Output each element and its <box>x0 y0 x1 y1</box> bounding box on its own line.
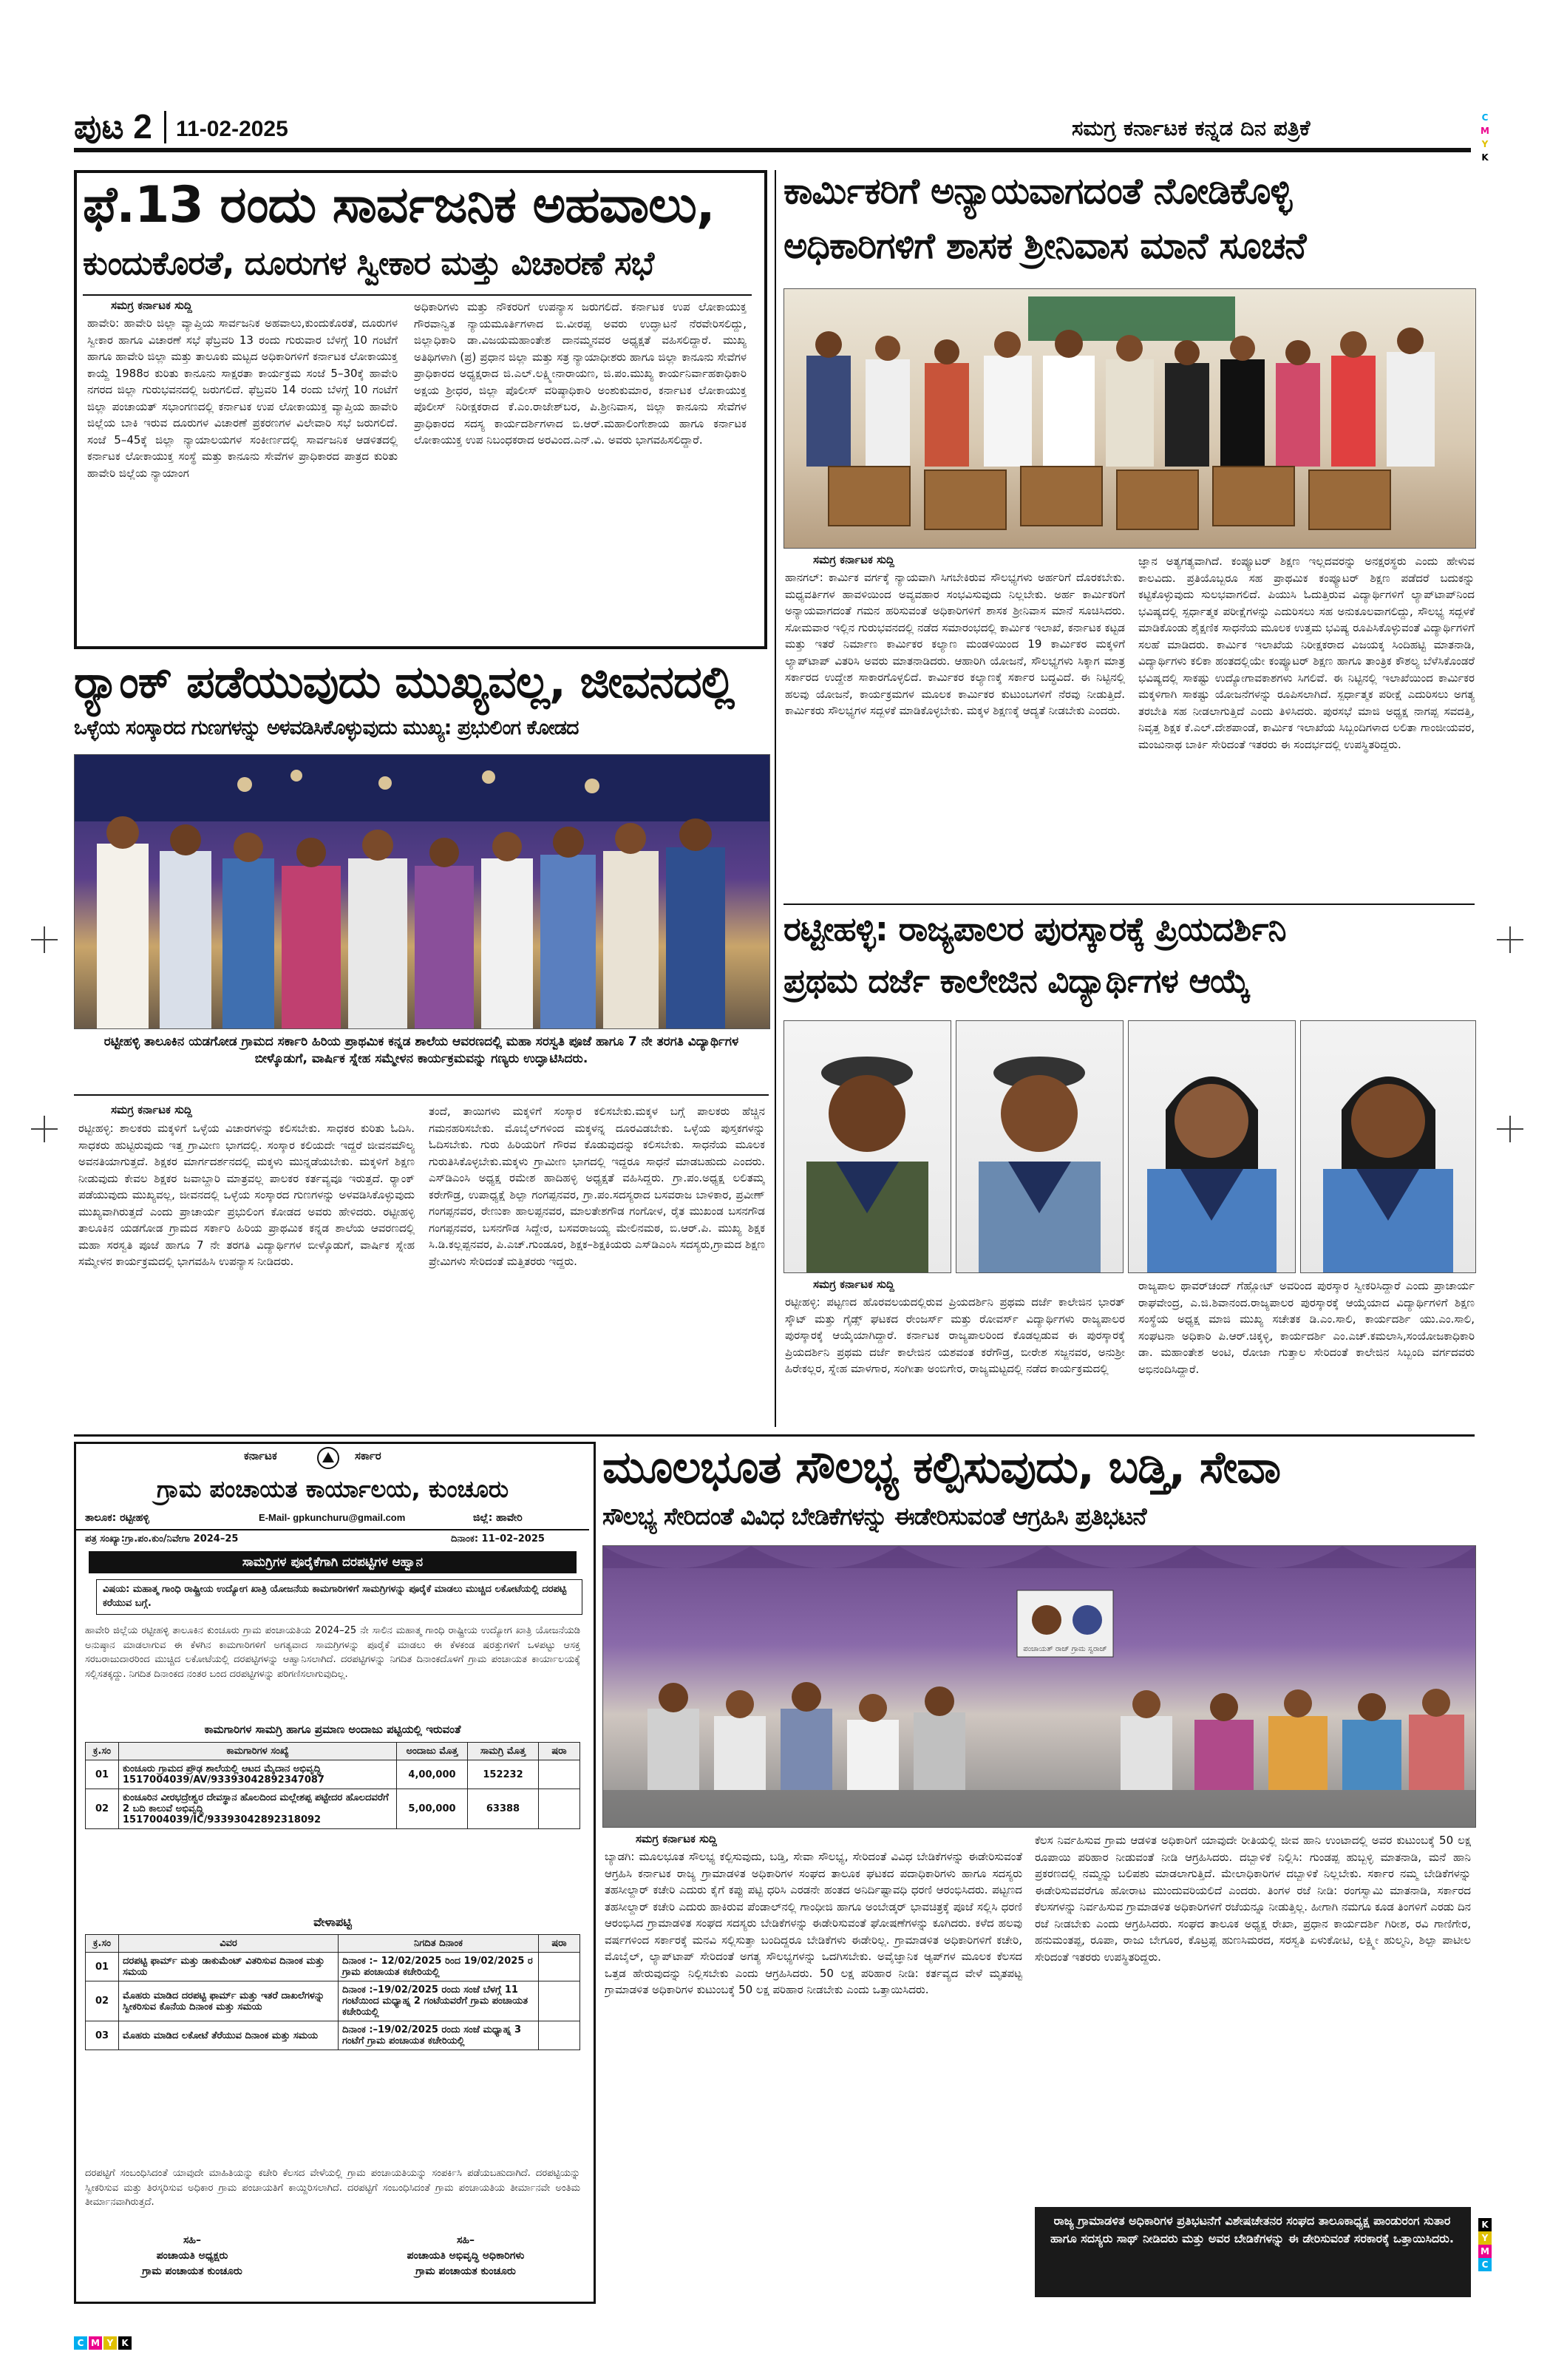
table1-cell <box>539 1789 580 1829</box>
page-number: ಪುಟ 2 <box>74 107 152 146</box>
notice-table2-title: ವೇಳಾಪಟ್ಟಿ <box>313 1915 352 1929</box>
student-photo-3 <box>1128 1020 1296 1273</box>
table2-cell: ದರಪಟ್ಟಿ ಫಾರ್ಮ್ ಮತ್ತು ಡಾಕುಮೆಂಟ್ ವಿತರಿಸುವ ದಿನಾಂಕ ಮತ್ತು ಸಮಯ <box>119 1953 339 1981</box>
story2-col1: ರಟ್ಟೀಹಳ್ಳಿ: ಶಾಲಕರು ಮಕ್ಕಳಿಗೆ ಒಳ್ಳೆಯ ವಿಚಾರಗಳನ್ನು ಕಲಿಸಬೇಕು. ಸಾಧಕರ ಕುರಿತು ಓದಿಸಿ. ಸಾಧಕರು ಹುಟ್ಟಿರುವುದು ಇತ್ತ ಗ್ರಾಮೀಣ ಭಾಗದಲ್ಲಿ. ಸಂಸ್ಕಾರ ಕಲಿಯದೇ ಇದ್ದರೆ ಜೀವನಮೌಲ್ಯ ಅವನತಿಯಾಗುತ್ತದೆ. ಶಿಕ್ಷಕರ ಮಾರ್ಗದರ್ಶನದಲ್ಲಿ ಮಕ್ಕಳು ಮುನ್ನಡೆಯಬೇಕು. ಮಕ್ಕಳಿಗೆ ಶಿಕ್ಷಣ ನೀಡುವುದು ಕೇವಲ ಶಿಕ್ಷಕರ ಜವಾಬ್ದಾರಿ ಮಾತ್ರವಲ್ಲ ಪಾಲಕರ ಕರ್ತವ್ಯವೂ ಇರುತ್ತದೆ. ರ್‍ಯಾಂಕ್ ಪಡೆಯುವುದು ಮುಖ್ಯವಲ್ಲ, ಜೀವನದಲ್ಲಿ ಒಳ್ಳೆಯ ಸಂಸ್ಕಾರದ ಗುಣಗಳನ್ನು ಅಳವಡಿಸಿಕೊಳ್ಳುವುದು ಮುಖ್ಯವಾಗಿರುತ್ತದೆ ಎಂದು ಪ್ರಾಚಾರ್ಯ ಪ್ರಭುಲಿಂಗ ಕೋಡದ ಅವರು ಹೇಳಿದರು. ರಟ್ಟೀಹಳ್ಳಿ ತಾಲೂಕಿನ ಯಡಗೋಡ ಗ್ರಾಮದ ಸರ್ಕಾರಿ ಹಿರಿಯ ಪ್ರಾಥಮಿಕ ಕನ್ನಡ ಶಾಲೆಯ ಆವರಣದಲ್ಲಿ ಮಹಾ ಸರಸ್ವತಿ ಪೂಜೆ ಹಾಗೂ 7 ನೇ ತರಗತಿ ವಿದ್ಯಾರ್ಥಿಗಳ ಬೀಳ್ಕೊಡುಗೆ, ವಾರ್ಷಿಕ ಸ್ನೇಹ ಸಮ್ಮೇಳನ ಕಾರ್ಯಕ್ರಮದಲ್ಲಿ ಭಾಗವಹಿಸಿ ಉಪನ್ಯಾಸ ನೀಡಿದರು. <box>78 1122 415 1268</box>
table1-col-estimate: ಅಂದಾಜು ಮೊತ್ತ <box>397 1743 468 1760</box>
table-row <box>86 1953 580 1981</box>
table1-col-sl: ಕ್ರ.ಸಂ <box>86 1743 119 1760</box>
table1-cell: ಕುಂಚೂರು ಗ್ರಾಮದ ಪ್ರೌಢ ಶಾಲೆಯಲ್ಲಿ ಆಟದ ಮೈದಾನ ಅಭಿವೃದ್ಧಿ 1517004039/AV/93393042892347087 <box>119 1760 397 1789</box>
notice-footer-text: ದರಪಟ್ಟಿಗೆ ಸಂಬಂಧಿಸಿದಂತೆ ಯಾವುದೇ ಮಾಹಿತಿಯನ್ನು ಕಚೇರಿ ಕೆಲಸದ ವೇಳೆಯಲ್ಲಿ ಗ್ರಾಮ ಪಂಚಾಯತಿಯನ್ನು ಸಂಪರ್ಕಿಸಿ ಪಡೆಯಬಹುದಾಗಿದೆ. ದರಪಟ್ಟಿಯನ್ನು ಸ್ವೀಕರಿಸುವ ಮತ್ತು ತಿರಸ್ಕರಿಸುವ ಅಧಿಕಾರ ಗ್ರಾಮ ಪಂಚಾಯತಿಗೆ ಕಾಯ್ದಿರಿಸಲಾಗಿದೆ. ದರಪಟ್ಟಿಗೆ ಸಂಬಂಧಿಸಿದಂತೆ ಗ್ರಾಮ ಪಂಚಾಯತಿಯ ತೀರ್ಮಾನವೇ ಅಂತಿಮ ತೀರ್ಮಾನವಾಗಿರುತ್ತದೆ. <box>85 2168 580 2208</box>
table-row <box>86 1981 580 2021</box>
table1-cell: 152232 <box>468 1760 539 1789</box>
notice-signature-left <box>96 2233 288 2279</box>
table1-col-material: ಸಾಮಗ್ರಿ ಮೊತ್ತ <box>468 1743 539 1760</box>
story5-headline: ಮೂಲಭೂತ ಸೌಲಭ್ಯ ಕಲ್ಪಿಸುವುದು, ಬಡ್ತಿ, ಸೇವಾ <box>602 1442 1281 1494</box>
masthead-rule <box>74 148 1471 152</box>
table2-cell: ದಿನಾಂಕ :–19/02/2025 ರಂದು ಸಂಜೆ ಬೆಳಗ್ಗೆ 11 ಗಂಟೆಯಿಂದ ಮಧ್ಯಾಹ್ನ 2 ಗಂಟೆಯವರೆಗೆ ಗ್ರಾಮ ಪಂಚಾಯತ ಕಚೇರಿಯಲ್ಲಿ <box>339 1981 539 2021</box>
sig-left-office: ಗ್ರಾಮ ಪಂಚಾಯತ ಕುಂಚೂರು <box>142 2265 242 2277</box>
notice-table1 <box>85 1742 580 1829</box>
table1-cell: 01 <box>86 1760 119 1789</box>
table1-col-remarks: ಷರಾ <box>539 1743 580 1760</box>
table1-cell: ಕುಂಚೂರಿನ ವೀರಭದ್ರೇಶ್ವರ ದೇವಸ್ಥಾನ ಹೊಲದಿಂದ ಮಲ್ಲೇಶಪ್ಪ ಪಟ್ಟೇದರ ಹೊಲದವರೆಗೆ 2 ಬದಿ ಕಾಲುವೆ ಅಭಿವೃದ್ಧಿ 1517004039/IC/93393042892318092 <box>119 1789 397 1829</box>
table2-col-remarks: ಷರಾ <box>539 1935 580 1953</box>
table1-cell <box>539 1760 580 1789</box>
story2-caption-rule <box>74 1094 769 1096</box>
story5-photo-figures <box>603 1546 1475 1827</box>
notice-office-title: ಗ್ರಾಮ ಪಂಚಾಯತ ಕಾರ್ಯಾಲಯ, ಕುಂಚೂರು <box>156 1475 509 1503</box>
story2-headline: ರ್‍ಯಾಂಕ್ ಪಡೆಯುವುದು ಮುಖ್ಯವಲ್ಲ, ಜೀವನದಲ್ಲಿ <box>74 657 735 708</box>
table1-col-work: ಕಾಮಗಾರಿಗಳ ಸಂಖ್ಯೆ <box>119 1743 397 1760</box>
table2-cell: ದಿನಾಂಕ :– 12/02/2025 ರಿಂದ 19/02/2025 ರ ಗ್ರಾಮ ಪಂಚಾಯತ ಕಚೇರಿಯಲ್ಲಿ <box>339 1953 539 1981</box>
story3-bottom-rule <box>784 903 1475 905</box>
student-photo-4 <box>1300 1020 1476 1273</box>
newspaper-name: ಸಮಗ್ರ ಕರ್ನಾಟಕ ಕನ್ನಡ ದಿನ ಪತ್ರಿಕೆ <box>1072 115 1311 140</box>
story4-byline: ಸಮಗ್ರ ಕರ್ನಾಟಕ ಸುದ್ದಿ <box>813 1278 894 1291</box>
story4-col1: ರಟ್ಟೀಹಳ್ಳಿ: ಪಟ್ಟಣದ ಹೊರವಲಯದಲ್ಲಿರುವ ಪ್ರಿಯದರ್ಶಿನಿ ಪ್ರಥಮ ದರ್ಜೆ ಕಾಲೇಜಿನ ಭಾರತ್ ಸ್ಕೌಟ್ ಮತ್ತು ಗೈಡ್ಸ್ ಘಟಕದ ರೇಂಜರ್ಸ್ ಮತ್ತು ರೋವರ್ಸ್ ವಿದ್ಯಾರ್ಥಿಗಳು ರಾಜ್ಯಪಾಲರ ಪುರಸ್ಕಾರಕ್ಕೆ ಆಯ್ಕೆಯಾಗಿದ್ದಾರೆ. ಕರ್ನಾಟಕ ರಾಜ್ಯಪಾಲರಿಂದ ಕೊಡಲ್ಪಡುವ ಈ ಪುರಸ್ಕಾರಕ್ಕೆ ಪ್ರಿಯದರ್ಶಿನಿ ಪ್ರಥಮ ದರ್ಜೆ ಕಾಲೇಜಿನ ಯಶವಂತ ಕರೆಗೌಡ್ರ, ಬೀರೇಶ ಸಜ್ಜನವರ, ಅನುಶ್ರೀ ಹಿರೇಕಲ್ಲರ, ಸ್ನೇಹ ಮಾಳಗಾರ, ಸಂಗೀತಾ ಅಂಬಿಗೇರ, ರಾಜ್ಯಮಟ್ಟದಲ್ಲಿ ನಡೆದ ಕಾರ್ಯಕ್ರಮದಲ್ಲಿ <box>785 1295 1125 1375</box>
sig-right-office: ಗ್ರಾಮ ಪಂಚಾಯತ ಕುಂಚೂರು <box>415 2265 516 2277</box>
story3-headline-line2: ಅಧಿಕಾರಿಗಳಿಗೆ ಶಾಸಕ ಶ್ರೀನಿವಾಸ ಮಾನೆ ಸೂಚನೆ <box>784 225 1306 267</box>
masthead-divider <box>164 111 166 143</box>
student-photo-2 <box>956 1020 1124 1273</box>
story1-col2: ಅಧಿಕಾರಿಗಳು ಮತ್ತು ನೌಕರರಿಗೆ ಉಪನ್ಯಾಸ ಜರುಗಲಿದೆ. ಕರ್ನಾಟಕ ಉಪ ಲೋಕಾಯುಕ್ತ ಗೌರವಾನ್ವಿತ ನ್ಯಾಯಮೂರ್ತಿಗಳಾದ ಬಿ.ವೀರಪ್ಪ ಅವರು ಉದ್ಘಾಟನೆ ನೆರವೇರಿಸಲಿದ್ದು, ಜಿಲ್ಲಾಧಿಕಾರಿ ಡಾ.ವಿಜಯಮಹಾಂತೇಶ ದಾನಮ್ಮನವರ ಅಧ್ಯಕ್ಷತೆ ವಹಿಸಲಿದ್ದಾರೆ. ಮುಖ್ಯ ಅತಿಥಿಗಳಾಗಿ (ಪ್ರ) ಪ್ರಧಾನ ಜಿಲ್ಲಾ ಮತ್ತು ಸತ್ರ ನ್ಯಾಯಾಧೀಶರು ಹಾಗೂ ಜಿಲ್ಲಾ ಕಾನೂನು ಸೇವೆಗಳ ಪ್ರಾಧಿಕಾರದ ಅಧ್ಯಕ್ಷರಾದ ಜಿ.ಎಲ್.ಲಕ್ಷ್ಮೀನಾರಾಯಣ, ಜಿ.ಪಂ.ಮುಖ್ಯ ಕಾರ್ಯನಿರ್ವಾಹಕಾಧಿಕಾರಿ ಅಕ್ಷಯ ಶ್ರೀಧರ, ಜಿಲ್ಲಾ ಪೊಲೀಸ್ ವರಿಷ್ಠಾಧಿಕಾರಿ ಅಂಶುಕುಮಾರ, ಕರ್ನಾಟಕ ಲೋಕಾಯುಕ್ತ ಪೊಲೀಸ್ ನಿರೀಕ್ಷಕರಾದ ಕೆ.ಎಂ.ರಾಜೇಶ್‌ಬರ, ಪಿ.ಶ್ರೀನಿವಾಸ, ಜಿಲ್ಲಾ ಕಾನೂನು ಸೇವೆಗಳ ಪ್ರಾಧಿಕಾರದ ಸದಸ್ಯ ಕಾರ್ಯದರ್ಶಿಗಳಾದ ಬಿ.ಆರ್.ಮಹಾಲಿಂಗೇಶಾಯ ಹಾಗೂ ಕರ್ನಾಟಕ ಲೋಕಾಯುಕ್ತ ಉಪ ನಿಬಂಧಕರಾದ ಅರವಿಂದ.ಎನ್.ವಿ. ಅವರು ಭಾಗವಹಿಸಲಿದ್ದಾರೆ. <box>414 300 747 447</box>
color-bar-right-bottom: K Y M C <box>1478 2218 1492 2271</box>
table2-cell: 01 <box>86 1953 119 1981</box>
registration-mark-right <box>1497 926 1523 953</box>
table1-cell: 4,00,000 <box>397 1760 468 1789</box>
portrait-banner: ಪಂಚಾಯತ್ ರಾಜ್ ಗ್ರಾಮ ಸ್ವರಾಜ್ <box>1023 1645 1107 1653</box>
notice-ref-date: ದಿನಾಂಕ: 11–02–2025 <box>451 1533 545 1545</box>
table2-cell <box>539 2021 580 2050</box>
story3-photo-figures <box>784 289 1475 548</box>
story2-caption: ರಟ್ಟೀಹಳ್ಳಿ ತಾಲೂಕಿನ ಯಡಗೋಡ ಗ್ರಾಮದ ಸರ್ಕಾರಿ ಹಿರಿಯ ಪ್ರಾಥಮಿಕ ಕನ್ನಡ ಶಾಲೆಯ ಆವರಣದಲ್ಲಿ ಮಹಾ ಸರಸ್ವತಿ ಪೂಜೆ ಹಾಗೂ 7 ನೇ ತರಗತಿ ವಿದ್ಯಾರ್ಥಿಗಳ ಬೀಳ್ಕೊಡುಗೆ, ವಾರ್ಷಿಕ ಸ್ನೇಹ ಸಮ್ಮೇಳನ ಕಾರ್ಯಕ್ರಮವನ್ನು ಗಣ್ಯರು ಉದ್ಘಾಟಿಸಿದರು. <box>103 1034 739 1066</box>
column-divider <box>775 170 776 1427</box>
story1-subhead: ಕುಂದುಕೊರತೆ, ದೂರುಗಳ ಸ್ವೀಕಾರ ಮತ್ತು ವಿಚಾರಣೆ ಸಭೆ <box>83 245 654 282</box>
table-row <box>86 1760 580 1789</box>
notice-email[interactable]: E-Mail- gpkunchuru@gmail.com <box>259 1512 406 1523</box>
registration-mark-right-low <box>1497 1116 1523 1142</box>
table2-cell <box>539 1953 580 1981</box>
table2-cell: ದಿನಾಂಕ :–19/02/2025 ರಂದು ಸಂಜೆ ಮಧ್ಯಾಹ್ನ 3 ಗಂಟೆಗೆ ಗ್ರಾಮ ಪಂಚಾಯತ ಕಚೇರಿಯಲ್ಲಿ <box>339 2021 539 2050</box>
story3-photo <box>784 288 1476 549</box>
registration-mark-left-low <box>31 1116 58 1142</box>
story3-col1: ಹಾನಗಲ್: ಕಾರ್ಮಿಕ ವರ್ಗಕ್ಕೆ ನ್ಯಾಯವಾಗಿ ಸಿಗಬೇಕಿರುವ ಸೌಲಭ್ಯಗಳು ಅರ್ಹರಿಗೆ ದೊರಕಬೇಕು. ಮಧ್ಯವರ್ತಿಗಳ ಹಾವಳಿಯಿಂದ ಅವ್ಯವಹಾರ ಸಂಭವಿಸುವುದು ನಿಲ್ಲಬೇಕು. ಅರ್ಹ ಕಾರ್ಮಿಕರಿಗೆ ಅನ್ಯಾಯವಾಗದಂತೆ ಗಮನ ಹರಿಸುವಂತೆ ಅಧಿಕಾರಿಗಳಿಗೆ ಶಾಸಕ ಶ್ರೀನಿವಾಸ ಮಾನೆ ಸೂಚಿಸಿದರು. ಸೋಮವಾರ ಇಲ್ಲಿನ ಗುರುಭವನದಲ್ಲಿ ನಡೆದ ಸಮಾರಂಭದಲ್ಲಿ ಕಾರ್ಮಿಕ ಇಲಾಖೆ, ಕರ್ನಾಟಕ ಕಟ್ಟಡ ಮತ್ತು ಇತರೆ ನಿರ್ಮಾಣ ಕಾರ್ಮಿಕರ ಕಲ್ಯಾಣ ಮಂಡಳಿಯಿಂದ 19 ಕಾರ್ಮಿಕರ ಮಕ್ಕಳಿಗೆ ಲ್ಯಾಪ್‌ಟಾಪ್ ವಿತರಿಸಿ ಅವರು ಮಾತನಾಡಿದರು. ಆಹಾರಿಗಿ ಯೋಜನೆ, ಸೌಲಭ್ಯಗಳು ಸಿಕ್ಕಾಗ ಮಾತ್ರ ಸರ್ಕಾರದ ಉದ್ದೇಶ ಸಾಕಾರಗೊಳ್ಳಲಿದೆ. ಕಾರ್ಮಿಕರ ಕಲ್ಯಾಣಕ್ಕೆ ಸರ್ಕಾರ ಬದ್ಧವಿದೆ. ಈ ನಿಟ್ಟಿನಲ್ಲಿ ಹಲವು ಯೋಜನೆ, ಕಾರ್ಯಕ್ರಮಗಳ ಮೂಲಕ ಕಾರ್ಮಿಕರ ಕುಟುಂಬಗಳಿಗೆ ನೆರವು ನೀಡುತ್ತಿದೆ. ಕಾರ್ಮಿಕರು ಸೌಲಭ್ಯಗಳ ಸದ್ಬಳಕೆ ಮಾಡಿಕೊಳ್ಳಬೇಕು. ಮಕ್ಕಳ ಶಿಕ್ಷಣಕ್ಕೆ ಆದ್ಯತೆ ನೀಡಬೇಕು ಎಂದರು. <box>785 571 1125 717</box>
notice-emblem <box>316 1446 340 1470</box>
story5-highlight-text: ರಾಜ್ಯ ಗ್ರಾಮಾಡಳಿತ ಅಧಿಕಾರಿಗಳ ಪ್ರತಿಭಟನೆಗೆ ವಿಶೇಷಚೇತನರ ಸಂಘದ ತಾಲೂಕಾಧ್ಯಕ್ಷ ಪಾಂಡುರಂಗ ಸುತಾರ ಹಾಗೂ ಸದಸ್ಯರು ಸಾಥ್ ನೀಡಿದರು ಮತ್ತು ಅವರ ಬೇಡಿಕೆಗಳನ್ನು ಈ ಡೇರಿಸುವಂತೆ ಸರಕಾರಕ್ಕೆ ಒತ್ತಾಯಿಸಿದರು. <box>1050 2214 1454 2245</box>
table2-cell: ಮೊಹರು ಮಾಡಿದ ದರಪಟ್ಟಿ ಫಾರ್ಮ್ ಮತ್ತು ಇತರೆ ದಾಖಲೆಗಳನ್ನು ಸ್ವೀಕರಿಸುವ ಕೊನೆಯ ದಿನಾಂಕ ಮತ್ತು ಸಮಯ <box>119 1981 339 2021</box>
state-emblem-icon <box>316 1446 340 1470</box>
table-row <box>86 1789 580 1829</box>
story2-byline: ಸಮಗ್ರ ಕರ್ನಾಟಕ ಸುದ್ದಿ <box>111 1103 192 1116</box>
story5-col1: ಬ್ಯಾಡಗಿ: ಮೂಲಭೂತ ಸೌಲಭ್ಯ ಕಲ್ಪಿಸುವುದು, ಬಡ್ತಿ, ಸೇವಾ ಸೌಲಭ್ಯ, ಸೇರಿದಂತೆ ವಿವಿಧ ಬೇಡಿಕೆಗಳನ್ನು ಈಡೇರಿಸುವಂತೆ ಆಗ್ರಹಿಸಿ ಕರ್ನಾಟಕ ರಾಜ್ಯ ಗ್ರಾಮಾಡಳಿತ ಅಧಿಕಾರಿಗಳ ಸಂಘದ ತಾಲೂಕ ಘಟಕದ ಪದಾಧಿಕಾರಿಗಳು ಹಾಗೂ ಸದಸ್ಯರು ತಹಸೀಲ್ದಾರ್ ಕಚೇರಿ ಎದುರು ಕೈಗೆ ಕಪ್ಪು ಪಟ್ಟಿ ಧರಿಸಿ ಎರಡನೇ ಹಂತದ ಅನಿರ್ದಿಷ್ಟಾವಧಿ ಧರಣಿ ಆರಂಭಿಸಿದರು. ಪಟ್ಟಣದ ತಹಸೀಲ್ದಾರ್ ಕಚೇರಿ ಎದುರು ಹಾಕಿರುವ ಪೆಂಡಾಲ್‌ನಲ್ಲಿ ಗಾಂಧೀಜಿ ಹಾಗೂ ಅಂಬೇಡ್ಕರ್ ಭಾವಚಿತ್ರಕ್ಕೆ ಪೂಜೆ ಸಲ್ಲಿಸಿ ಧರಣಿ ಆರಂಭಿಸಿದ ಗ್ರಾಮಾಡಳಿತ ಸಂಘದ ಸದಸ್ಯರು ಬೇಡಿಕೆಗಳನ್ನು ಈಡೇರಿಸುವಂತೆ ಘೋಷಣೆಗಳನ್ನು ಕೂಗಿದರು. ಕಳೆದ ಹಲವು ವರ್ಷಗಳಿಂದ ಸರ್ಕಾರಕ್ಕೆ ಮನವಿ ಸಲ್ಲಿಸುತ್ತಾ ಬಂದಿದ್ದರೂ ಬೇಡಿಕೆಗಳು ಈಡೇರಿಲ್ಲ. ಗ್ರಾಮಾಡಳಿತ ಅಧಿಕಾರಿಗಳಿಗೆ ಕಚೇರಿ, ಮೊಬೈಲ್, ಲ್ಯಾಪ್‌ಟಾಪ್ ಸೇರಿದಂತೆ ಅಗತ್ಯ ಸೌಲಭ್ಯಗಳನ್ನು ಒದಗಿಸಬೇಕು. ಅವೈಜ್ಞಾನಿಕ ಆ್ಯಪ್‌ಗಳ ಮೂಲಕ ಕೆಲಸದ ಒತ್ತಡ ಹೇರುವುದನ್ನು ನಿಲ್ಲಿಸಬೇಕು ಎಂದು ಆಗ್ರಹಿಸಿದರು. 50 ಲಕ್ಷ ಪರಿಹಾರ ನೀಡಿ: ಕರ್ತವ್ಯದ ವೇಳೆ ಮೃತಪಟ್ಟ ಗ್ರಾಮಾಡಳಿತ ಅಧಿಕಾರಿಗಳ ಕುಟುಂಬಕ್ಕೆ 50 ಲಕ್ಷ ಪರಿಹಾರ ನೀಡಬೇಕು ಎಂದು ಒತ್ತಾಯಿಸಿದರು. <box>605 1850 1022 1996</box>
table2-col-sl: ಕ್ರ.ಸಂ <box>86 1935 119 1953</box>
table2-col-detail: ವಿವರ <box>119 1935 339 1953</box>
table2-cell <box>539 1981 580 2021</box>
notice-district: ಜಿಲ್ಲೆ: ಹಾವೇರಿ <box>473 1512 523 1524</box>
table1-cell: 5,00,000 <box>397 1789 468 1829</box>
sig-right-sd: ಸಹಿ– <box>456 2234 475 2246</box>
sig-left-sd: ಸಹಿ– <box>183 2234 202 2246</box>
story4-col2: ರಾಜ್ಯಪಾಲ ಥಾವರ್‌ಚಂದ್ ಗೆಹ್ಲೋಟ್ ಅವರಿಂದ ಪುರಸ್ಕಾರ ಸ್ವೀಕರಿಸಿದ್ದಾರೆ ಎಂದು ಪ್ರಾಚಾರ್ಯ ರಾಘವೇಂದ್ರ, ಎ.ಜಿ.ಶಿವಾನಂದ.ರಾಜ್ಯಪಾಲರ ಪುರಸ್ಕಾರಕ್ಕೆ ಆಯ್ಕೆಯಾದ ವಿದ್ಯಾರ್ಥಿಗಳಿಗೆ ಶಿಕ್ಷಣ ಸಂಸ್ಥೆಯ ಅಧ್ಯಕ್ಷ ಮಾಜಿ ಮುಖ್ಯ ಸಚೇತಕ ಡಿ.ಎಂ.ಸಾಲಿ, ಕಾರ್ಯದರ್ಶಿ ಯು.ಎಂ.ಸಾಲಿ, ಸಂಘಟನಾ ಅಧಿಕಾರಿ ಪಿ.ಆರ್.ಚಿಕ್ಕಳ್ಳಿ, ಕಾರ್ಯದರ್ಶಿ ಎಂ.ಎಚ್.ಕಮಲಾಸಿ,ಸಂಯೋಜಕಾಧಿಕಾರಿ ಡಾ. ಮಹಾಂತೇಶ ಅಂಟಿ, ರೋಜಾ ಗುತ್ತಾಲ ಸೇರಿದಂತೆ ಕಾಲೇಜಿನ ಸಿಬ್ಬಂದಿ ವರ್ಗದವರು ಅಭಿನಂದಿಸಿದ್ದಾರೆ. <box>1138 1279 1475 1376</box>
table1-header-row <box>86 1743 580 1760</box>
story2-subhead: ಒಳ್ಳೆಯ ಸಂಸ್ಕಾರದ ಗುಣಗಳನ್ನು ಅಳವಡಿಸಿಕೊಳ್ಳುವುದು ಮುಖ್ಯ: ಪ್ರಭುಲಿಂಗ ಕೋಡದ <box>74 716 579 739</box>
story5-col2: ಕೆಲಸ ನಿರ್ವಹಿಸುವ ಗ್ರಾಮ ಆಡಳಿತ ಅಧಿಕಾರಿಗೆ ಯಾವುದೇ ರೀತಿಯಲ್ಲಿ ಜೀವ ಹಾನಿ ಉಂಟಾದಲ್ಲಿ ಅವರ ಕುಟುಂಬಕ್ಕೆ 50 ಲಕ್ಷ ರೂಪಾಯಿ ಪರಿಹಾರ ನೀಡುವಂತೆ ನೀಡಿ ಆಗ್ರಹಿಸಿದರು. ದಬ್ಬಾಳಿಕೆ ನಿಲ್ಲಿಸಿ: ಗುಂಡಪ್ಪ ಹುಬ್ಬಳ್ಳಿ ಮಾತನಾಡಿ, ಮನೆ ಹಾನಿ ಪ್ರಕರಣದಲ್ಲಿ ನಮ್ಮನ್ನು ಬಲಿಪಶು ಮಾಡಲಾಗುತ್ತಿದೆ. ಮೇಲಾಧಿಕಾರಿಗಳ ದಬ್ಬಾಳಿಕೆ ನಿಲ್ಲಬೇಕು. ಸರ್ಕಾರ ನಮ್ಮ ಬೇಡಿಕೆಗಳನ್ನು ಈಡೇರಿಸುವವರೆಗೂ ಹೋರಾಟ ಮುಂದುವರಿಯಲಿದೆ ಎಂದರು. ತಿಂಗಳ ರಜೆ ನೀಡಿ: ರಂಗಸ್ವಾಮಿ ಮಾತನಾಡಿ, ಸರ್ಕಾರದ ಕೆಲಸಗಳನ್ನು ನಿರ್ವಹಿಸುವ ಗ್ರಾಮಾಡಳಿತ ಅಧಿಕಾರಿಗಳಿಗೆ ರಜೆಯನ್ನೂ ನೀಡುತ್ತಿಲ್ಲ. ಹೀಗಾಗಿ ನಮಗೂ ಕೂಡ ತಿಂಗಳಿಗೆ ಎರಡು ದಿನ ರಜೆ ನೀಡಬೇಕು ಎಂದು ಆಗ್ರಹಿಸಿದರು. ಸಂಘದ ತಾಲೂಕ ಅಧ್ಯಕ್ಷ ರೇಖಾ, ಪ್ರಧಾನ ಕಾರ್ಯದರ್ಶಿ ಗಿರೀಶ, ರವಿ ಗಾಣಿಗೇರ, ಹನುಮಂತಪ್ಪ, ರೂಪಾ, ರಾಜು ಬೇಗೂರ, ಕೊಟ್ರಪ್ಪ ಹುಣಸಿಮರದ, ಸರಸ್ವತಿ ಏಳುಕೋಟಿ, ಲಕ್ಷ್ಮೀ ಹುಲ್ಮನಿ, ಶಿಲ್ಪಾ ಪಾಟೀಲ ಸೇರಿದಂತೆ ಇತರರು ಉಪಸ್ಥಿತರಿದ್ದರು. <box>1035 1834 1471 1964</box>
table2-col-date: ನಿಗದಿತ ದಿನಾಂಕ <box>339 1935 539 1953</box>
notice-table2 <box>85 1934 580 2050</box>
issue-date: 11-02-2025 <box>176 117 288 141</box>
notice-taluk: ತಾಲೂಕ: ರಟ್ಟೀಹಳ್ಳಿ <box>85 1512 149 1524</box>
notice-table1-title: ಕಾಮಗಾರಿಗಳ ಸಾಮಗ್ರಿ ಹಾಗೂ ಪ್ರಮಾಣ ಅಂದಾಜು ಪಟ್ಟಿಯಲ್ಲಿ ಇರುವಂತೆ <box>204 1723 461 1736</box>
color-bar-top: C M Y K <box>1481 112 1489 163</box>
story1-byline: ಸಮಗ್ರ ಕರ್ನಾಟಕ ಸುದ್ದಿ <box>111 299 192 312</box>
sig-left-title: ಪಂಚಾಯತಿ ಅಧ್ಯಕ್ಷರು <box>156 2250 228 2262</box>
story2-col2: ತಂದೆ, ತಾಯಿಗಳು ಮಕ್ಕಳಿಗೆ ಸಂಸ್ಕಾರ ಕಲಿಸಬೇಕು.ಮಕ್ಕಳ ಬಗ್ಗೆ ಪಾಲಕರು ಹೆಚ್ಚಿನ ಗಮನಹರಿಸಬೇಕು. ಮೊಬೈಲ್‌ಗಳಿಂದ ಮಕ್ಕಳನ್ನ ದೂರವಿಡಬೇಕು. ಒಳ್ಳೆಯ ಪುಸ್ತಕಗಳನ್ನು ಓದಿಸಬೇಕು. ಗುರು ಹಿರಿಯರಿಗೆ ಗೌರವ ಕೊಡುವುದನ್ನು ಕಲಿಸಬೇಕು. ಸಾಧನೆಯ ಮೂಲಕ ಗುರುತಿಸಿಕೊಳ್ಳಬೇಕು.ಮಕ್ಕಳು ಗ್ರಾಮೀಣ ಭಾಗದಲ್ಲಿ ಇದ್ದರೂ ಸಾಧನೆ ಮಾಡಬಹುದು ಎಂದರು. ಎಸ್‌ಡಿಎಂಸಿ ಅಧ್ಯಕ್ಷ ರಮೇಶ ಹಾದಿಹಳ್ಳಿ ಅಧ್ಯಕ್ಷತೆ ವಹಿಸಿದ್ದರು. ಗ್ರಾ.ಪಂ.ಅಧ್ಯಕ್ಷ ಲಲಿತಮ್ಮ ಕರೇಗೌಡ್ರ, ಉಪಾಧ್ಯಕ್ಷೆ ಶಿಲ್ಪಾ ಗಂಗಪ್ಪನವರ, ಗ್ರಾ.ಪಂ.ಸದಸ್ಯರಾದ ಬಸವರಾಜ ಬಾಳಿಕಾರ, ಪ್ರವೀಣ್ ಗಂಗಪ್ಪನವರ, ರೇಣುಕಾ ಹಾಲಪ್ಪನವರ, ಮಾಲತೇಶಗೌಡ ಗಂಗೋಳ, ರೈತ ಮುಖಂಡ ಬಸನಗೌಡ ಗಂಗಪ್ಪನವರ, ಬಸನಗೌಡ ಸಿದ್ದೇರ, ಬಸವರಾಜಯ್ಯ ಮೇಲಿನಮಠ, ಬಿ.ಆರ್.ಪಿ. ಮುಖ್ಯ ಶಿಕ್ಷಕ ಸಿ.ಡಿ.ಕಲ್ಲಪ್ಪನವರ, ಪಿ.ಎಚ್.ಗುಂಡೂರ, ಶಿಕ್ಷಕ–ಶಿಕ್ಷಕಿಯರು ಎಸ್‌ಡಿಎಂಸಿ ಸದಸ್ಯರು,ಗ್ರಾಮದ ಶಿಕ್ಷಣ ಪ್ರೇಮಿಗಳು ಸೇರಿದಂತೆ ಮತ್ತಿತರರು ಇದ್ದರು. <box>429 1105 765 1268</box>
table2-header-row <box>86 1935 580 1953</box>
notice-banner: ಸಾಮಗ್ರಿಗಳ ಪೂರೈಕೆಗಾಗಿ ದರಪಟ್ಟಿಗಳ ಆಹ್ವಾನ <box>89 1551 577 1573</box>
table1-cell: 63388 <box>468 1789 539 1829</box>
color-bar-bottom: C M Y K <box>74 2336 132 2350</box>
table2-cell: 02 <box>86 1981 119 2021</box>
story1-headline: ಫೆ.13 ರಂದು ಸಾರ್ವಜನಿಕ ಅಹವಾಲು, <box>83 176 715 234</box>
story4-headline-line2: ಪ್ರಥಮ ದರ್ಜೆ ಕಾಲೇಜಿನ ವಿದ್ಯಾರ್ಥಿಗಳ ಆಯ್ಕೆ <box>784 961 1250 1000</box>
registration-mark-left <box>31 926 58 953</box>
notice-govt-left: ಕರ್ನಾಟಕ <box>244 1449 277 1462</box>
story1-rule <box>83 294 752 296</box>
sig-right-title: ಪಂಚಾಯತಿ ಅಭಿವೃದ್ಧಿ ಅಧಿಕಾರಿಗಳು <box>407 2250 525 2262</box>
table-row <box>86 2021 580 2050</box>
story1-col1: ಹಾವೇರಿ: ಹಾವೇರಿ ಜಿಲ್ಲಾ ವ್ಯಾಪ್ತಿಯ ಸಾರ್ವಜನಿಕ ಅಹವಾಲು,ಕುಂದುಕೊರತೆ, ದೂರುಗಳ ಸ್ವೀಕಾರ ಹಾಗೂ ವಿಚಾರಣೆ ಸಭೆ ಫೆಬ್ರವರಿ 13 ರಂದು ಗುರುವಾರ ಬೆಳಗ್ಗೆ 10 ಗಂಟೆಗೆ ಹಾಗೂ ಹಾವೇರಿ ಜಿಲ್ಲಾ ಮತ್ತು ತಾಲೂಕು ಮಟ್ಟದ ಅಧಿಕಾರಿಗಳಿಗೆ ಕರ್ನಾಟಕ ಲೋಕಾಯುಕ್ತ ಕಾಯ್ದೆ 1988ರ ಕುರಿತು ಕಾನೂನು ಸಾಕ್ಷರತಾ ಕಾರ್ಯಕ್ರಮ ಸಂಜೆ 5–30ಕ್ಕೆ ಹಾವೇರಿ ನಗರದ ಜಿಲ್ಲಾ ಗುರುಭವನದಲ್ಲಿ ಜರುಗಲಿದೆ. ಫೆಬ್ರವರಿ 14 ರಂದು ಬೆಳಗ್ಗೆ 10 ಗಂಟೆಗೆ ಜಿಲ್ಲಾ ಪಂಚಾಯತ್ ಸಭಾಂಗಣದಲ್ಲಿ ಕರ್ನಾಟಕ ಉಪ ಲೋಕಾಯುಕ್ತ ವ್ಯಾಪ್ತಿಯ ಹಾವೇರಿ ಜಿಲ್ಲೆಯ ಬಾಕಿ ಇರುವ ದೂರುಗಳ ವಿಚಾರಣೆ ಪ್ರಕರಣಗಳ ವಿಲೇವಾರಿ ಸಭೆ ಜರುಗಲಿದೆ. ಸಂಜೆ 5–45ಕ್ಕೆ ಜಿಲ್ಲಾ ನ್ಯಾಯಾಲಯಗಳ ಸಂಕೀರ್ಣದಲ್ಲಿ ಸಾರ್ವಜನಿಕ ಆಡಳಿತದಲ್ಲಿ ಕರ್ನಾಟಕ ಲೋಕಾಯುಕ್ತ ಸಂಸ್ಥೆ ಮತ್ತು ಕಾನೂನು ಸೇವೆಗಳ ಪ್ರಾಧಿಕಾರದ ಪಾತ್ರದ ಕುರಿತು ಹಾವೇರಿ ಜಿಲ್ಲೆಯ ನ್ಯಾಯಾಂಗ <box>87 316 398 480</box>
notice-ref-no: ಪತ್ರ ಸಂಖ್ಯಾ:ಗ್ರಾ.ಪಂ.ಕುಂ/ನಿವೇಗಾ 2024–25 <box>85 1533 239 1545</box>
table1-cell: 02 <box>86 1789 119 1829</box>
story5-byline: ಸಮಗ್ರ ಕರ್ನಾಟಕ ಸುದ್ದಿ <box>636 1832 717 1845</box>
notice-rule-1 <box>76 1529 589 1530</box>
story5-subhead: ಸೌಲಭ್ಯ ಸೇರಿದಂತೆ ವಿವಿಧ ಬೇಡಿಕೆಗಳನ್ನು ಈಡೇರಿಸುವಂತೆ ಆಗ್ರಹಿಸಿ ಪ್ರತಿಭಟನೆ <box>602 1502 1146 1530</box>
story3-byline: ಸಮಗ್ರ ಕರ್ನಾಟಕ ಸುದ್ದಿ <box>813 553 894 566</box>
table2-cell: 03 <box>86 2021 119 2050</box>
notice-body: ಹಾವೇರಿ ಜಿಲ್ಲೆಯ ರಟ್ಟೀಹಳ್ಳಿ ತಾಲೂಕಿನ ಕುಂಚೂರು ಗ್ರಾಮ ಪಂಚಾಯತಿಯ 2024–25 ನೇ ಸಾಲಿನ ಮಹಾತ್ಮ ಗಾಂಧಿ ರಾಷ್ಟ್ರೀಯ ಉದ್ಯೋಗ ಖಾತ್ರಿ ಯೋಜನೆಯಡಿ ಅನುಷ್ಠಾನ ಮಾಡಲಾಗುವ ಈ ಕೆಳಗಿನ ಕಾಮಗಾರಿಗಳಿಗೆ ಅಗತ್ಯವಾದ ಸಾಮಗ್ರಿಗಳನ್ನು ಪೂರೈಕೆ ಮಾಡಲು ಈ ಕೆಳಕಂಡ ಷರತ್ತುಗಳಿಗೆ ಒಳಪಟ್ಟು ಆಸಕ್ತ ಸರಬರಾಜುದಾರರಿಂದ ಮುಚ್ಚಿದ ಲಕೋಟೆಯಲ್ಲಿ ದರಪಟ್ಟಿಗಳನ್ನು ಆಹ್ವಾನಿಸಲಾಗಿದೆ. ದರಪಟ್ಟಿಗಳನ್ನು ನಿಗದಿತ ದಿನಾಂಕದೊಳಗೆ ಗ್ರಾಮ ಪಂಚಾಯತ ಕಾರ್ಯಾಲಯಕ್ಕೆ ಸಲ್ಲಿಸತಕ್ಕದ್ದು. ನಿಗದಿತ ದಿನಾಂಕದ ನಂತರ ಬಂದ ದರಪಟ್ಟಿಗಳನ್ನು ಪರಿಗಣಿಸಲಾಗುವುದಿಲ್ಲ. <box>85 1625 580 1680</box>
story3-headline-line1: ಕಾರ್ಮಿಕರಿಗೆ ಅನ್ಯಾಯವಾಗದಂತೆ ನೋಡಿಕೊಳ್ಳಿ <box>784 170 1292 212</box>
notice-subject: ವಿಷಯ: ಮಹಾತ್ಮ ಗಾಂಧಿ ರಾಷ್ಟ್ರೀಯ ಉದ್ಯೋಗ ಖಾತ್ರಿ ಯೋಜನೆಯ ಕಾಮಗಾರಿಗಳಿಗೆ ಸಾಮಗ್ರಿಗಳನ್ನು ಪೂರೈಕೆ ಮಾಡಲು ಮುಚ್ಚಿದ ಲಕೋಟೆಯಲ್ಲಿ ದರಪಟ್ಟಿ ಕರೆಯುವ ಬಗ್ಗೆ. <box>96 1579 582 1615</box>
story4-headline-line1: ರಟ್ಟೀಹಳ್ಳಿ: ರಾಜ್ಯಪಾಲರ ಪುರಸ್ಕಾರಕ್ಕೆ ಪ್ರಿಯದರ್ಶಿನಿ <box>784 909 1286 949</box>
notice-govt-right: ಸರ್ಕಾರ <box>355 1449 381 1462</box>
story2-photo <box>74 754 770 1029</box>
student-photo-1 <box>784 1020 951 1273</box>
story2-photo-figures <box>75 755 769 1028</box>
story3-col2: ಜ್ಞಾನ ಅತ್ಯಗತ್ಯವಾಗಿದೆ. ಕಂಪ್ಯೂಟರ್ ಶಿಕ್ಷಣ ಇಲ್ಲದವರನ್ನು ಅನಕ್ಷರಸ್ಥರು ಎಂದು ಹೇಳುವ ಕಾಲವಿದು. ಪ್ರತಿಯೊಬ್ಬರೂ ಸಹ ಪ್ರಾಥಮಿಕ ಕಂಪ್ಯೂಟರ್ ಶಿಕ್ಷಣ ಪಡೆದರೆ ಬದುಕನ್ನು ಕಟ್ಟಿಕೊಳ್ಳುವುದು ಸುಲಭವಾಗಲಿದೆ. ಪಿಯುಸಿ ಓದುತ್ತಿರುವ ವಿದ್ಯಾರ್ಥಿಗಳಿಗೆ ಲ್ಯಾಪ್‌ಟಾಪ್‌ನಿಂದ ಭವಿಷ್ಯದಲ್ಲಿ ಸ್ಪರ್ಧಾತ್ಮಕ ಪರೀಕ್ಷೆಗಳನ್ನು ಎದುರಿಸಲು ಸಹ ಅನುಕೂಲವಾಗಲಿದ್ದು, ಸೌಲಭ್ಯ ಸದ್ಬಳಕೆ ಮಾಡಿಕೊಂಡು ಶೈಕ್ಷಣಿಕ ಸಾಧನೆಯ ಮೂಲಕ ಉತ್ತಮ ಭವಿಷ್ಯ ರೂಪಿಸಿಕೊಳ್ಳುವಂತೆ ವಿದ್ಯಾರ್ಥಿಗಳಿಗೆ ಸಲಹೆ ಮಾಡಿದರು. ಕಾರ್ಮಿಕ ಇಲಾಖೆಯ ನಿರೀಕ್ಷಕರಾದ ವಿಜಯಕ್ಕ ಸಿಂದಿಹಟ್ಟಿ ಮಾತನಾಡಿ, ವಿದ್ಯಾರ್ಥಿಗಳು ಕಲಿಕಾ ಹಂತದಲ್ಲಿಯೇ ಕಂಪ್ಯೂಟರ್ ಶಿಕ್ಷಣ ಹಾಗೂ ತಾಂತ್ರಿಕ ಕೌಶಲ್ಯ ಬೆಳೆಸಿಕೊಂಡರೆ ಭವಿಷ್ಯದಲ್ಲಿ ಸಾಕಷ್ಟು ಉದ್ಯೋಗಾವಕಾಶಗಳು ಸಿಗಲಿವೆ. ಈ ನಿಟ್ಟಿನಲ್ಲಿ ಇಲಾಖೆಯಿಂದ ಕಾರ್ಮಿಕರ ಮಕ್ಕಳಿಗಾಗಿ ಸಾಕಷ್ಟು ಯೋಜನೆಗಳನ್ನು ರೂಪಿಸಲಾಗಿದೆ. ಸ್ಪರ್ಧಾತ್ಮಕ ಪರೀಕ್ಷೆ ಎದುರಿಸಲು ಅಗತ್ಯ ತರಬೇತಿ ಸಹ ನೀಡಲಾಗುತ್ತಿದೆ ಎಂದು ತಿಳಿಸಿದರು. ಪುರಸಭೆ ಮಾಜಿ ಅಧ್ಯಕ್ಷ ನಾಗಪ್ಪ ಸವದತ್ತಿ, ನಿವೃತ್ತ ಶಿಕ್ಷಕ ಕೆ.ಎಲ್.ದೇಶಪಾಂಡೆ, ಕಾರ್ಮಿಕ ಇಲಾಖೆಯ ಸಿಬ್ಬಂದಿಗಳಾದ ಲಲಿತಾ ಗಾಂಜೀಯವರ, ಮಂಜುನಾಥ ಬಾರ್ಕಿ ಸೇರಿದಂತೆ ಇತರರು ಈ ಸಂದರ್ಭದಲ್ಲಿ ಉಪಸ್ಥಿತರಿದ್ದರು. <box>1138 555 1475 751</box>
notice-signature-right <box>355 2233 577 2279</box>
table2-cell: ಮೊಹರು ಮಾಡಿದ ಲಕೋಟೆ ತೆರೆಯುವ ದಿನಾಂಕ ಮತ್ತು ಸಮಯ <box>119 2021 339 2050</box>
section-rule <box>74 1434 1475 1437</box>
story5-photo <box>602 1545 1476 1828</box>
